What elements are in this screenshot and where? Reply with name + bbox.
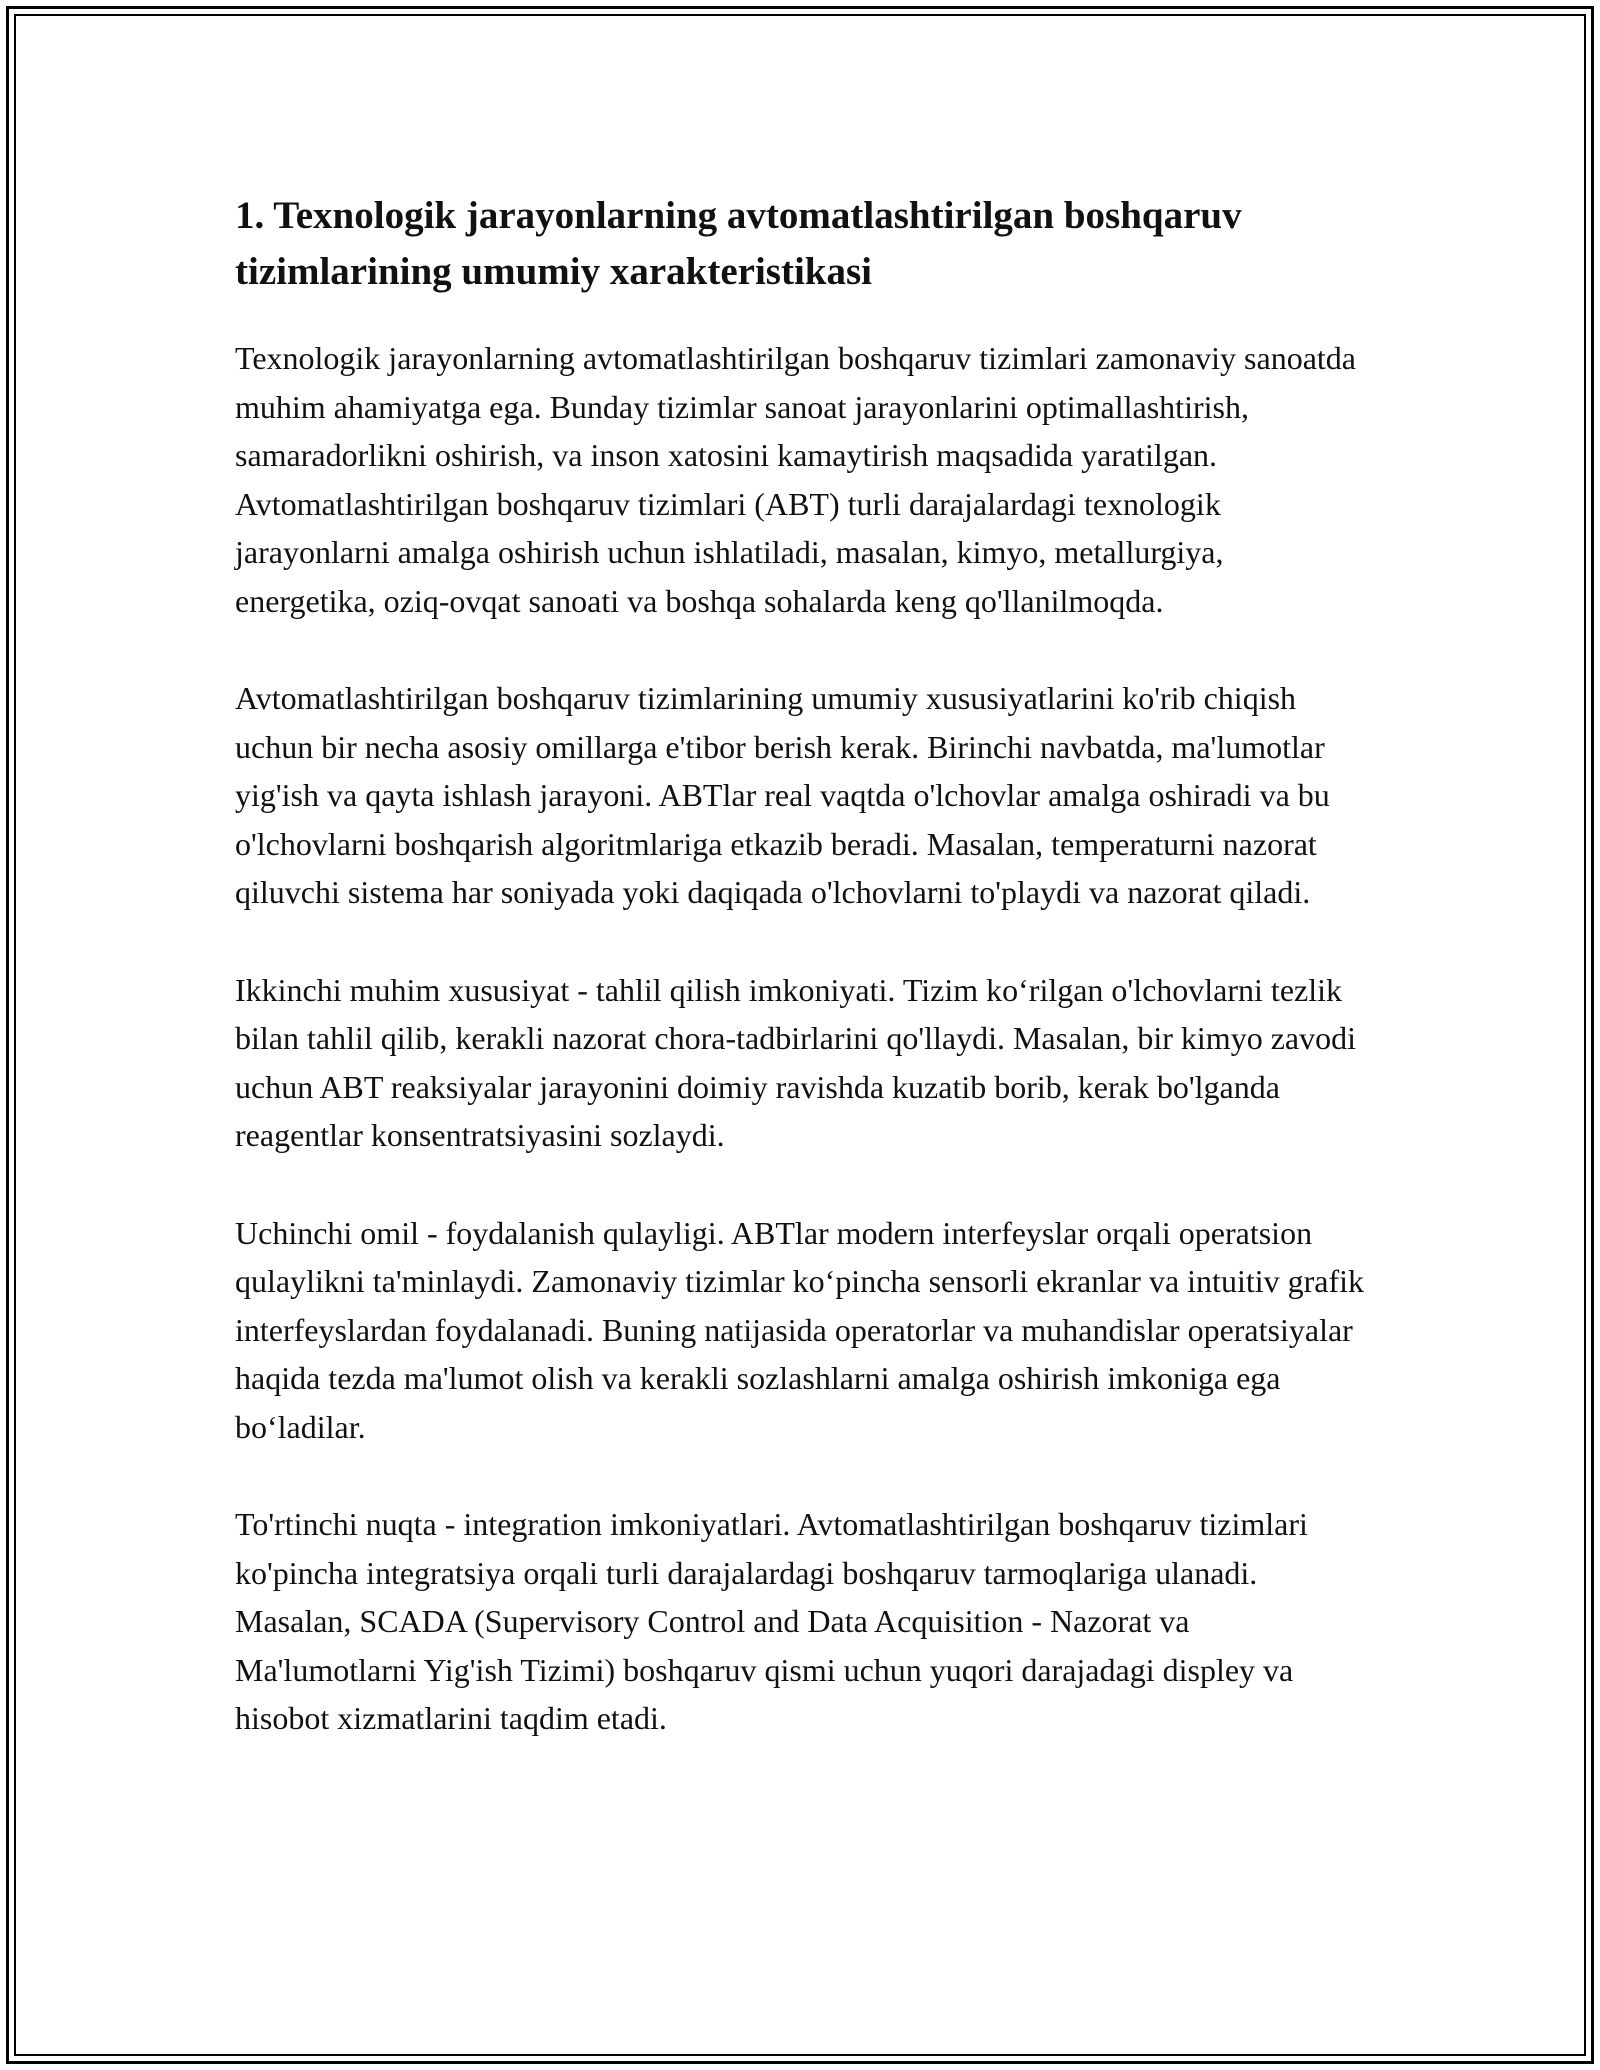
paragraph-2: Avtomatlashtirilgan boshqaruv tizimlarining umumiy xususiyatlarini ko'rib chiqish uchun bir necha asosiy omillarga e'tibor berish kerak. Birinchi navbatda, ma'lumotlar yig'ish va qayta ishlash jarayoni. ABTlar real vaqtda o'lchovlar amalga oshiradi va bu o'lchovlarni boshqarish algoritmlariga etkazib beradi. Masalan, temperaturni nazorat qiluvchi sistema har soniyada yoki daqiqada o'lchovlarni to'playdi va nazorat qiladi. xyxy=(235,680,1330,910)
document-body xyxy=(235,188,1365,1792)
paragraph-4: Uchinchi omil - foydalanish qulayligi. ABTlar modern interfeyslar orqali operatsion qulaylikni ta'minlaydi. Zamonaviy tizimlar ko‘pincha sensorli ekranlar va intuitiv grafik interfeyslardan foydalanadi. Buning natijasida operatorlar va muhandislar operatsiyalar haqida tezda ma'lumot olish va kerakli sozlashlarni amalga oshirish imkoniga ega bo‘ladilar. xyxy=(235,1214,1365,1445)
section-heading: 1. Texnologik jarayonlarning avtomatlashtirilgan boshqaruv tizimlarining umumiy xarakteristikasi xyxy=(235,194,1242,293)
paragraph-1: Texnologik jarayonlarning avtomatlashtirilgan boshqaruv tizimlari zamonaviy sanoatda muhim ahamiyatga ega. Bunday tizimlar sanoat jarayonlarini optimallashtirish, samaradorlikni oshirish, va inson xatosini kamaytirish maqsadida yaratilgan. Avtomatlashtirilgan boshqaruv tizimlari (ABT) turli darajalardagi texnologik jarayonlarni amalga oshirish uchun ishlatiladi, masalan, kimyo, metallurgiya, energetika, oziq-ovqat sanoati va boshqa sohalarda keng qo'llanilmoqda. xyxy=(235,340,1356,619)
paragraph-3: Ikkinchi muhim xususiyat - tahlil qilish imkoniyati. Tizim ko‘rilgan o'lchovlarni tezlik bilan tahlil qilib, kerakli nazorat chora-tadbirlarini qo'llaydi. Masalan, bir kimyo zavodi uchun ABT reaksiyalar jarayonini doimiy ravishda kuzatib borib, kerak bo'lganda reagentlar konsentratsiyasini sozlaydi. xyxy=(235,971,1356,1153)
paragraph-5: To'rtinchi nuqta - integration imkoniyatlari. Avtomatlashtirilgan boshqaruv tizimlari ko'pincha integratsiya orqali turli darajalardagi boshqaruv tarmoqlariga ulanadi. Masalan, SCADA (Supervisory Control and Data Acquisition - Nazorat va Ma'lumotlarni Yig'ish Tizimi) boshqaruv qismi uchun yuqori darajadagi displey va hisobot xizmatlarini taqdim etadi. xyxy=(235,1506,1308,1736)
